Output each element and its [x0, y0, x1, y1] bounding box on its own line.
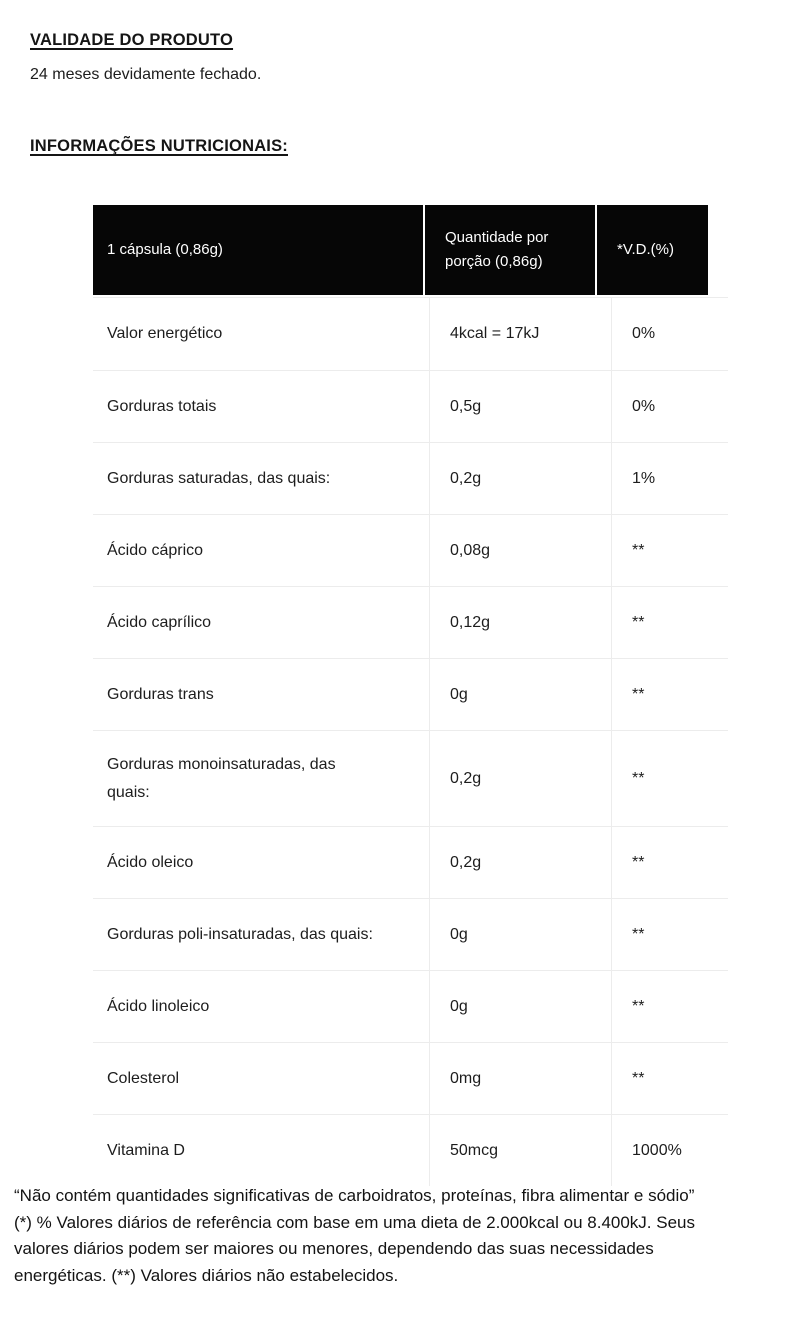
nutrient-amount: 50mcg [430, 1115, 612, 1186]
header-cell-serving: 1 cápsula (0,86g) [93, 205, 423, 295]
nutrient-name: Colesterol [107, 1069, 180, 1087]
table-row [93, 898, 728, 970]
validade-heading: VALIDADE DO PRODUTO [30, 31, 234, 49]
nutrient-dv: ** [632, 685, 645, 703]
table-row [93, 1042, 728, 1114]
nutrient-amount: 0,08g [430, 515, 612, 586]
header-cell-dv: *V.D.(%) [597, 205, 708, 295]
nutrient-amount: 0,2g [430, 731, 612, 826]
nutrient-dv: ** [632, 613, 645, 631]
nutrient-dv: ** [632, 997, 645, 1015]
header-cell-quantity: Quantidade por porção (0,86g) [425, 205, 595, 295]
table-row [93, 826, 728, 898]
nutrition-info-heading: INFORMAÇÕES NUTRICIONAIS: [30, 137, 288, 155]
nutrient-name: Valor energético [107, 325, 223, 342]
table-row [93, 514, 728, 586]
nutrient-name: Gorduras totais [107, 397, 217, 415]
nutrient-name: Gorduras trans [107, 685, 214, 703]
table-row [93, 370, 728, 442]
validade-text: 24 meses devidamente fechado. [30, 66, 262, 83]
nutrient-amount: 0,2g [430, 827, 612, 898]
nutrient-dv: ** [632, 925, 645, 943]
nutrient-dv: 1% [632, 469, 656, 487]
table-header-row [93, 205, 708, 295]
nutrition-table [93, 205, 728, 1186]
nutrient-amount: 0mg [430, 1043, 612, 1114]
nutrient-dv: ** [632, 541, 645, 559]
footnote-line: energéticas. (**) Valores diários não estabelecidos. [14, 1265, 399, 1285]
nutrient-name: Ácido cáprico [107, 541, 204, 559]
footnote-line: “Não contém quantidades significativas de carboidratos, proteínas, fibra alimentar e sódio” [14, 1186, 695, 1205]
nutrient-name: Ácido caprílico [107, 613, 212, 631]
nutrient-dv: ** [632, 1069, 645, 1087]
table-row [93, 586, 728, 658]
nutrient-name: Gorduras monoinsaturadas, das quais: [107, 755, 336, 801]
nutrient-name: Vitamina D [107, 1141, 185, 1159]
nutrient-dv: ** [632, 853, 645, 871]
table-row [93, 730, 728, 826]
nutrient-amount: 0,5g [430, 371, 612, 442]
nutrient-dv: ** [632, 769, 645, 787]
nutrient-amount: 0,2g [430, 443, 612, 514]
footnote-line: valores diários podem ser maiores ou menores, dependendo das suas necessidades [14, 1239, 654, 1258]
footnote-line: (*) % Valores diários de referência com base em uma dieta de 2.000kcal ou 8.400kJ. Seus [14, 1212, 695, 1232]
footnote [14, 1183, 796, 1289]
nutrient-dv: 0% [632, 325, 656, 342]
table-row [93, 970, 728, 1042]
nutrient-amount: 4kcal = 17kJ [430, 298, 612, 370]
nutrient-amount: 0,12g [430, 587, 612, 658]
nutrient-name: Ácido oleico [107, 853, 194, 871]
nutrient-amount: 0g [430, 899, 612, 970]
nutrient-name: Ácido linoleico [107, 997, 210, 1015]
nutrient-name: Gorduras saturadas, das quais: [107, 469, 331, 487]
nutrient-dv: 0% [632, 397, 656, 415]
table-row [93, 1114, 728, 1186]
nutrient-name: Gorduras poli-insaturadas, das quais: [107, 925, 373, 943]
nutrient-dv: 1000% [632, 1141, 682, 1159]
table-row [93, 442, 728, 514]
table-row [93, 658, 728, 730]
nutrient-amount: 0g [430, 971, 612, 1042]
table-row [93, 298, 728, 370]
table-body [93, 297, 728, 1186]
nutrient-amount: 0g [430, 659, 612, 730]
